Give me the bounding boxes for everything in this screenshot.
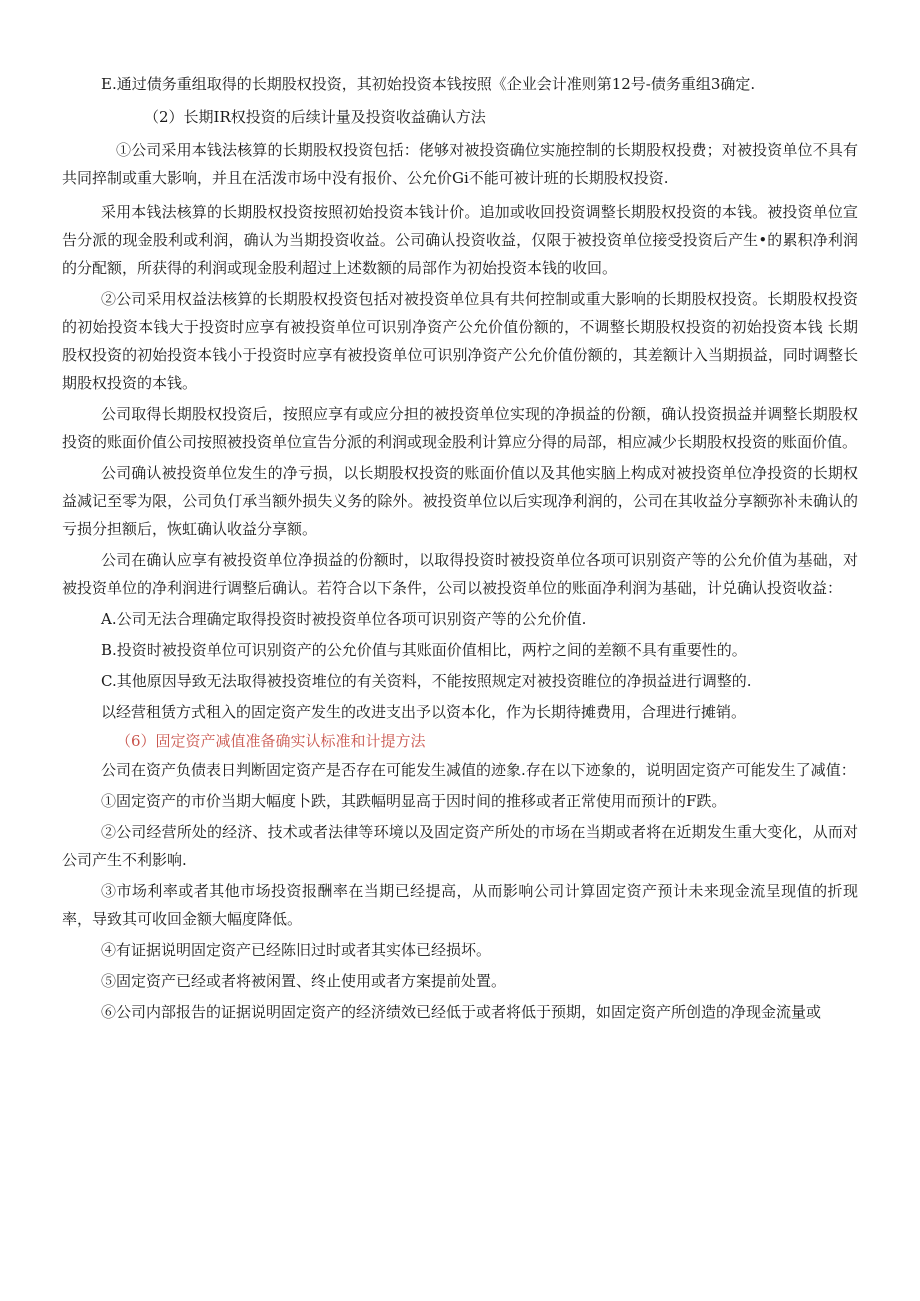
impairment-item-3: ③市场利率或者其他市场投资报酬率在当期已经提高，从而影响公司计算固定资产预计未来现金流呈现值的折现率，导致其可收回金额大幅度降低。 — [62, 882, 858, 928]
paragraph-item-e: E.通过债务重组取得的长期股权投资，其初始投资本钱按照《企业会计准则第12号-债务重组3确定. — [101, 75, 756, 93]
impairment-item-2: ②公司经营所处的经济、技术或者法律等环境以及固定资产所处的市场在当期或者将在近期发生重大变化，从而对公司产生不利影响. — [62, 823, 858, 869]
paragraph-cost-method: ①公司采用本钱法核算的长期股权投资包括：佬够对被投资确位实施控制的长期股权投费；对被投资单位不具有共同捽制或重大影响，并且在活泼市场中没有报价、公允价Gi不能可被计班的长期股权投资. — [62, 141, 858, 187]
paragraph-impairment-intro: 公司在资产负债表日判断固定资产是否存在可能发生减值的迹象.存在以下迹象的，说明固定资产可能发生了减值： — [101, 761, 856, 779]
paragraph-net-loss: 公司确认被投资单位发生的净亏损，以长期股权投资的账面价值以及其他实脑上构成对被投资单位净投资的长期权益减记至零为限，公司负仃承当额外损失义务的除外。被投资单位以后实现净利润的，公司在其收益分享额弥补未确认的亏损分担额后，恢虹确认收益分享额。 — [62, 464, 858, 538]
condition-a: A.公司无法合理确定取得投资时被投资单位各项可识别资产等的公允价值. — [101, 610, 587, 628]
impairment-item-5: ⑤固定资产已经或者将被闲置、终止使用或者方案提前处置。 — [101, 972, 507, 990]
impairment-item-1: ①固定资产的市价当期大幅度卜跌，其跌幅明显高于因时间的推移或者正常使用而预计的F跌。 — [101, 792, 727, 810]
paragraph-cost-method-detail: 采用本钱法核算的长期股权投资按照初始投资本钱计价。追加或收回投资调整长期股权投资的本钱。被投资单位宣告分派的现金股利或利润，确认为当期投资收益。公司确认投资收益，仅限于被投资单位接受投资后产生•的累积净利润的分配额，所获得的利润或现金股利超过上述数额的局部作为初始投资本钱的收回。 — [62, 203, 858, 277]
section-heading-6: （6）固定资产减值准备确实认标准和计提方法 — [116, 732, 426, 750]
condition-c: C.其他原因导致无法取得被投资堆位的有关资料，不能按照规定对被投资睢位的净损益进行调整的. — [101, 672, 752, 690]
section-heading-2: （2）长期IR权投资的后续计量及投资收益确认方法 — [144, 108, 486, 126]
paragraph-equity-adjustment: 公司取得长期股权投资后，按照应享有或应分担的被投资单位实现的净损益的份额，确认投资损益并调整长期股权投资的账面价值公司按照被投资单位宣告分派的利润或现金股利计算应分得的局部，相应减少长期股权投资的账面价值。 — [62, 405, 858, 451]
paragraph-lease-improvement: 以经营租赁方式租入的固定资产发生的改进支出予以资本化，作为长期待摊费用，合理进行摊销。 — [101, 703, 747, 721]
impairment-item-4: ④有证据说明固定资产已经陈旧过时或者其实体已经损坏。 — [101, 941, 492, 959]
paragraph-fair-value-basis: 公司在确认应享有被投资单位净损益的份额时，以取得投资时被投资单位各项可识别资产等的公允价值为基础，对被投资单位的净利润进行调整后确认。若符合以下条件，公司以被投资单位的账面净利润为基础，计兑确认投资收益： — [62, 551, 858, 597]
paragraph-equity-method: ②公司采用权益法核算的长期股权投资包括对被投资单位具有共何控制或重大影响的长期股权投资。长期股权投资的初始投资本钱大于投资时应享有被投资单位可识别净资产公允价值份额的，不调整长期股权投资的初始投资本钱 长期股权投资的初始投资本钱小于投资时应享有被投资单位可识别净资产公允价值份额的，其差额计入当期损益，同时调整长期股权投资的本钱。 — [62, 290, 858, 392]
condition-b: B.投资时被投资单位可识别资产的公允价值与其账面价值相比，两柠之间的差额不具有重要性的。 — [101, 641, 747, 659]
document-page — [62, 70, 858, 1026]
impairment-item-6: ⑥公司内部报告的证据说明固定资产的经济绩效已经低于或者将低于预期，如固定资产所创造的净现金流量或 — [101, 1003, 822, 1021]
